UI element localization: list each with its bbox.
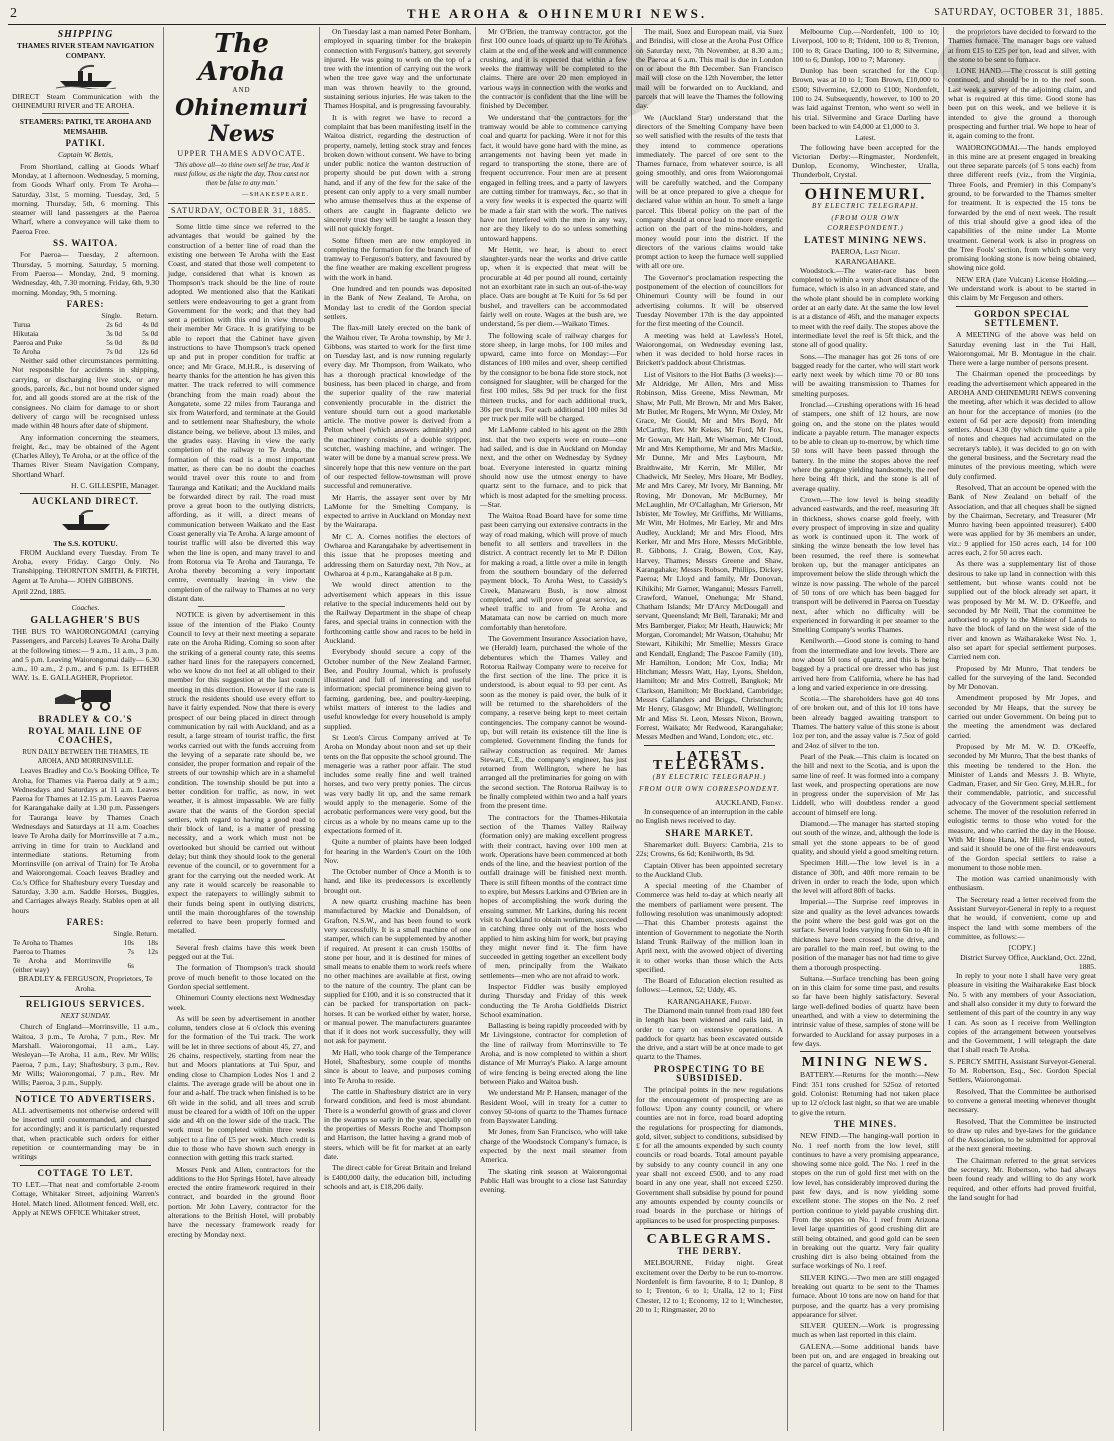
royal-mail-heading: ROYAL MAIL LINE OF COACHES, <box>28 726 143 746</box>
editorial-dateline: SATURDAY, OCTOBER 31, 1885. <box>168 203 315 218</box>
gallagher-heading: GALLAGHER'S BUS <box>30 614 141 626</box>
news-paragraph: Mr Harris, the assayer sent over by Mr LaMonte for the Smelting Company, is expected to arrive in Auckland on Monday next by the Wairarapa. <box>324 492 471 530</box>
share-market-text: Sharemarket dull. Buyers: Cambria, 21s to 22s; Crowns, 6s 6d; Kenilworth, 8s 9d. <box>636 839 783 859</box>
auckland-direct-heading: AUCKLAND DIRECT. <box>32 496 139 507</box>
thompson-note: The formation of Thompson's track should prove of much benefit to those located on the Gordon special settlement. <box>168 963 315 991</box>
resolution: Resolved, That the Committee be instructed to draw up rules and bye-laws for the guidance of the Association, to be submitted for approval at the next general meeting. <box>948 1116 1096 1154</box>
letter-addressee: To M. Robertson, Esq., Sec. Gordon Special Settlers, Waiorongomai. <box>948 1066 1096 1085</box>
own-correspondent: (FROM OUR OWN CORRESPONDENT.) <box>827 214 904 232</box>
mine-report: GALENA.—Some additional hands have been put on, and are engaged in breaking out the parcel of quartz, which <box>792 1341 939 1370</box>
news-paragraph: Mr Hettit, we hear, is about to erect slaughter-yards near the works and drive cattle up, when it is expected that meat will be procurable at 4d per pound all round, certainly not an exorbitant rate in such an out-of-the-way place. Oats are bought at Te Kuiti for 5s 6d per bushel, and travellers can be accommodated fairly well on route. Wages at the bush are, we understand, 5s per diem.—Waikato Times. <box>480 244 627 329</box>
mining-news-heading: MINING NEWS. <box>801 1055 930 1071</box>
penk-note: Messrs Penk and Allen, contractors for the additions to the Hot Springs Hotel, have already erected the entire framework required in their contract, and boarded in the ground floor portion. Mr John Lavery, contractor for the alterations to the British Hotel, will probably have the necessary framework ready for erecting by Monday next. <box>168 1164 315 1239</box>
news-paragraph: Mr Hall, who took charge of the Temperance Hotel, Shaftesbury, some couple of months since is about to leave, and purposes coming into Te Aroha to reside. <box>324 1047 471 1085</box>
columns <box>8 27 1106 1431</box>
cup-odds: Melbourne Cup.—Nordenfelt, 100 to 10; Liverpool, 100 to 8; Trident, 100 to 8; Trenton, 100 to 8; Grace Darling, 100 to 8; Silvermine, 100 to 6; Dunlop, 100 to 7; Maroney. <box>792 27 939 64</box>
shipping-info: Any information concerning the steamers, freight, &c., may be obtained of the Agent (Charles Alley), Te Aroha, or at the office of the Thames River Steam Navigation Company, Shortland Wharf. <box>12 432 159 479</box>
share-market-heading: SHARE MARKET. <box>665 827 754 838</box>
news-paragraph: Some fifteen men are now employed in completing the formation for the branch line of tramway to Ferguson's battery, and favoured by the fine weather are making excellent progress with the work in hand. <box>324 235 471 282</box>
column-7 <box>944 27 1100 1431</box>
news-paragraph: A new quartz crushing machine has been manufactured by Mackie and Donaldson, of Grafton, N.S.W., and has been found to work very successfully. It is a small machine of one stamper, which can be supplemented by another if required. At present it can crush 150lbs of stone per hour, and it is destined for mines of small means to enable them to work reefs where no other machines are available at first, owing to the nature of the country. The plant can be supplied for £100, and it is so constructed that it can be packed for transportation on pack-horses. It can be worked either by water, horse, or manual power. The manufacturers guarantee that if it does not work successfully, they will not ask for payment. <box>324 897 471 1046</box>
bradley-heading: BRADLEY & CO.'S <box>38 713 133 724</box>
latest-mining-heading: LATEST MINING NEWS. <box>804 234 927 245</box>
county-note: Ohinemuri County elections next Wednesday week. <box>168 993 315 1012</box>
nameplate-aroha: The Aroha <box>198 29 285 87</box>
route-text: DIRECT Steam Communication with the OHINEMURI RIVER and TE AROHA. <box>12 91 159 111</box>
mine-report: Imperial.—The Surprise reef improves in size and quality as the level advances towards the point where the best gold was got on the surface. Several lodes varying from 6in to 4ft in thickness have been crossed in the drive, and are parallel to the main reef, but owing to the position of the manager has not had time to give them a thorough prospecting. <box>792 897 939 972</box>
news-paragraph: We would direct attention to the advertisement which appears in this issue relative to the special inducements held out by the Railway Department in the shape of cheap fares, and special trains in connection with the forthcoming cattle show and races to be held in Auckland. <box>324 580 471 645</box>
nameplate-subtitle: UPPER THAMES ADVOCATE. <box>177 149 306 159</box>
table-row: Paeroa and Puke 5s 0d 8s 0d <box>13 338 158 348</box>
cottage-heading: COTTAGE TO LET. <box>37 1167 134 1178</box>
gordon-paragraph: Amendment proposed by Mr Jopes, and seconded by Mr Heaps, that the survey be carried out under Government. On being put to the meeting the amendment was declared carried. <box>948 693 1096 740</box>
mine-report: Kenilworth.—Good stone is coming to hand from the intermediate and low levels. There are now about 50 tons of quartz, and this is being bagged by a practical ore dresser who has just arrived here from California, where he has had a long and varied experience in ore dressing. <box>792 636 939 692</box>
mine-report: Scotia.—The shareholders have got 40 tons of ore broken out, and of this lot 10 tons have been already bagged awaiting transport to Thames. The battery value of this stone is about 1oz per ton, and the assay value is 7.5oz of gold and 24oz of silver to the ton. <box>792 694 939 750</box>
news-paragraph: The cattle in Shaftesbury district are in very forward condition, and feed is most abundant. There is a wonderful growth of grass and clover in the swamps so early in the year, specially on the properties of Messrs Roche and Thompson and Harrison, the latter having a grand mob of steers, which will be fit for market at an early date. <box>324 1086 471 1162</box>
nameplate <box>168 30 315 199</box>
waitoa-heading: SS. WAITOA. <box>53 238 118 249</box>
mine-report: Specimen Hill.—The low level is in a distance of 30ft, and 40ft more remain to be driven in order to reach the lode, upon which the level will afford 80ft of backs. <box>792 858 939 896</box>
coach-illustration <box>12 686 159 712</box>
kotuku-title: The S.S. KOTUKU. <box>53 538 118 548</box>
mine-report: Pearl of the Peak.—This claim is located on the hill and next to the Scotia, and is upon the same line of reef. It was formed into a company last week, and prospecting operations are now in progress under the supervision of Mr Jas Liddell, who will doubtless render a good account of himself ere long. <box>792 751 939 817</box>
table-row: Single. Return. <box>113 929 158 939</box>
notice-advertisers-heading: NOTICE TO ADVERTISERS. <box>15 1093 156 1104</box>
news-paragraph: The flax-mill lately erected on the bank of the Waihou river, Te Aroha township, by Mr J. Gibbons, was started to work for the first time on Tuesday last, and is now running regularly every day. Mr Thompson, from Waikato, who has a thorough practical knowledge of the business, has been placed in charge, and from the superior quality of the raw material conveniently procurable in the district the venture should turn out a good marketable article. The motive power is derived from a Pelton wheel (which answers admirably) and the machinery consists of a double stripper, scutcher, washing machine, and wringer. The water will be done by a manual screw press. We sincerely hope that this new venture on the part of our respected fellow-townsman will prove successful and remunerative. <box>324 323 471 491</box>
derby-heading: THE DERBY. <box>677 1246 742 1257</box>
gordon-paragraph: Proposed by Mr M. W. D. O'Keeffe, seconded by Mr Munro, That the best thanks of this meeting be tendered to the Hon. the Minister of Lands and Messrs J. B. Whyte, Cadman, Fraser, and Sir Geo. Grey, M.H.R., for their commendable, patriotic, and successful advocacy of the Government special settlement scheme. The mover of the resolution referred in eulogistic terms to those who voted for the measure, and who carried the day in the House. With Mr Hone Hana, Mr Hill—he was outed, and said it should be one of the first endeavours of the Gordon special settlers to raise a monument to those noble men. <box>948 741 1096 872</box>
news-paragraph: Inspector Fiddler was busily employed during Thursday and Friday of this week conducting the Te Aroha Goldfields District School examination. <box>480 981 627 1019</box>
news-paragraph: St Leon's Circus Company arrived at Te Aroha on Monday about noon and set up their tents on the flat opposite the school ground. The menagerie was a rather poor affair. The stud includes some really fine and well trained horses, and two very pretty ponies. The circus was very badly lit up, and the same remark would apply to the menagerie. Some of the acrobatic performances were very good, but the circus as a whole by no means came up to the expectations formed of it. <box>324 732 471 835</box>
news-paragraph: Mr O'Brien, the tramway contractor, got the first 100 ounce loads of quartz up to Te Aroha's claim at the end of the week and will commence crushing, and it is expected that within a few weeks the tramway will be completed to the claims. There are over 20 men employed in various ways in connection with the works and the contractor is confident that the line will be finished by December. <box>480 27 627 111</box>
mine-report: Diamond.—The manager has started stoping out south of the winze, and, although the lode is small yet the stone appears to be of good quality, and should yield a good smelting return. <box>792 819 939 856</box>
column-1 <box>8 27 164 1431</box>
mine-report: NEW FIND.—The hanging-wall portion in No. 1 reef north from the low level, still continues to have a very promising appearance, showing some nice gold. The No. 1 reef in the stopes on the run of gold first met with on the low level, has considerably improved during the past few days, and is now yielding some excellent stone. The stopes on the No. 2 reef portion continue to yield payable crushing dirt. From the stopes on No. 1 reef from Arizona level large quantities of good crushing dirt are still being obtained, and good gold can be seen in breaking out the quartz. Very fair quality crushing dirt is also being obtained from the surface workings of No. 1 reef. <box>792 1131 939 1271</box>
latest-label: Latest. <box>855 133 876 143</box>
patiki-captain: Captain W. Bettis, <box>58 150 113 160</box>
mine-report: Crown.—The low level is being steadily advanced eastwards, and the reef, measuring 3ft in thickness, shows coarse gold freely, with every prospect of improving in size and quality as work is continued upon it. The work of sinking the winze beneath the low level has been resumed, the reef there is somewhat broken up, but the manager anticipates an improvement below the slide through which the winze is now passing. The whole of the parcel of 50 tons of ore which has been bagged for transport will be delivered in Paeroa on Tuesday next, after which no difficulty will be experienced in forwarding it per steamer to the Smelting Company's works Thames. <box>792 494 939 635</box>
news-paragraph: The contractors for the Thames-Hikutaia section of the Thames Valley Railway (formation only) are making excellent progress with their contract, having over 100 men at work. Operations have been commenced at both ends of the line, and the heaviest portion of the outfall drainage will be finished next month. There is still fifteen months of the contract time to expire, but Messrs Larkins and O'Brien are in hopes of accomplishing the work during the ensuing summer. Mr Larkins, during his recent visit to Auckland to obtain workmen, succeeded in catching three only out of the hosts who applied to him asking him for work, but praying they might never find it. The firm have succeeded in getting together an excellent body of men, principally from the Waikato settlements—men who are not afraid to work. <box>480 812 627 980</box>
mine-report: LONE HAND.—The crosscut is still getting continued, and should be in to the reef soon. Last week a survey of the adjoining claim, and what is required at this time. Good stone has been put on this week, and we believe it is intended to give the ground a thorough prospecting and further trial. We hope to hear of it, again coming to the front. <box>948 66 1096 141</box>
gordon-paragraph: The motion was carried unanimously with enthusiasm. <box>948 874 1096 893</box>
bradley-signature: BRADLEY & FERGUSON, Proprietors, Te Aroha. <box>18 974 153 993</box>
cablegrams-heading: CABLEGRAMS. <box>646 1231 773 1247</box>
news-paragraph: The October number of Once a Month is to hand, and like its predecessors is excellently brought out. <box>324 867 471 895</box>
by-electric-telegraph: BY ELECTRIC TELEGRAPH. <box>812 202 919 211</box>
gordon-paragraph: Proposed by Mr Munro, That tenders be called for the surveying of the land. Seconded by Mr Donovan. <box>948 663 1096 692</box>
news-paragraph: Quite a number of plaints have been lodged for hearing in the Warden's Court on the 10th Nov. <box>324 837 471 865</box>
governor-note: The Governor's proclamation respecting the postponement of the election of councillors for Ohinemuri County will be found in our advertising columns. It will be observed Tuesday November 17th is the day appointed for the first meeting of the Council. <box>636 272 783 329</box>
chairman-remarks: The Chairman referred to the great services the secretary, Mr. Robertson, who had always been found ready and willing to do any work required, and other efforts had proved fruitful, the land sought for had <box>948 1155 1096 1202</box>
news-paragraph: It is with regret we have to record a complaint that has been manifesting itself in the Waitoa district, regarding the destruction of property, namely, letting stock stray and fences broken down without consent. We have to bring under public notice the wanton destruction of property should be put down with a strong hand, and if any of the few for the sake of the present can only apply to a very small number who amuse themselves thus at the expense of others are caught in flagrante delicto we sincerely trust they will be taught a lesson they will not quickly forget. <box>324 112 471 234</box>
gordon-paragraph: The Chairman opened the proceedings by reading the advertisement which appeared in the AROHA AND OHINEMURI NEWS convening the meeting, after which it was decided to allow an hour for the acceptance of monies (to the extent of 6d per acre deposit) from intending settlers. About 4.30 (by which time quite a pile of notes and cheques had accumulated on the secretary's table), it was decided to go on with the general business, and the Secretary read the minutes of the previous meeting, which were duly confirmed. <box>948 369 1096 481</box>
coaches-heading: Coaches. <box>71 603 100 613</box>
telegram: Captain Oliver has been appointed secretary to the Auckland Club. <box>636 860 783 879</box>
karangahake-sub: KARANGAHAKE. <box>835 256 896 266</box>
mail-notice: The mail, Suez and European mail, via Suez and Brindisi, will close at the Aroha Post Office on Saturday next, 7th November, at 8.30 a.m.; the Paeroa at 6 a.m. This mail is due in London on or about the 8th December. San Francisco mail will close on the 12th November, the letter mail will be forwarded on to Auckland, and parcels that will leave the Thames the following day. <box>636 27 783 111</box>
gordon-paragraph: A MEETING of the above was held on Saturday evening last in the Tui Hall, Waiorongomai, Mr B. Montague in the chair. There were a large number of persons present. <box>948 330 1096 368</box>
telegram: The Diamond main tunnel from road 180 feet in length has been widened and rails laid, in order to carry on extensive operations. A paddock for quartz has been excavated outside the drive, and a start will be at once made to get quartz to the Thames. <box>636 1005 783 1062</box>
patiki-schedule: From Shortland, calling at Goods Wharf Monday, at 1 afternoon. Wednesday, 5 morning, from Goods Wharf only. From Te Aroha— Saturday, 31st, 5 morning. Tuesday, 3rd, 5 morning. Thursday, 5th, 6 morning. This steamer will land passengers at the Paeroa Wharf, where a conveyance will take them to Paeroa Free. <box>12 161 159 236</box>
news-paragraph: We understand Mr P. Hansen, manager of the Resident Wool, will in treaty for a cutter to convey 50-tons of quartz to the Thames furnace from Bayswater Landing. <box>480 1088 627 1126</box>
column-3 <box>320 27 476 1431</box>
latest-telegrams-heading: LATEST TELEGRAMS. <box>653 748 766 773</box>
mine-report: WAIORONGOMAI.—The hands employed in this mine are at present engaged in breaking out three separate parcels (of 5 tons each) from three different reefs (viz., from the Virginia, Three Fools, and Premier) in this Company's ground, to be forwarded to the Thames smelter for treatment. It is expected the 15 tons be forwarded by the end of next week. The result of this trial should give a good idea of the capabilities of the mine under La Monte treatment. General work is also in progress on the Tree Fools' section, from which some very promising looking stone is now being obtained, showing nice gold. <box>948 142 1096 273</box>
royal-mail-sub: RUN DAILY BETWEEN THE THAMES, TE AROHA, AND MORRINSVILLE. <box>22 748 149 765</box>
auckland-friday: AUCKLAND, Friday. <box>715 797 783 807</box>
meeting-note: A meeting was held at Lawless's Hotel, Waiorongomai, on Wednesday evening last, when it was decided to hold horse races in Brickett's paddock about Christmas. <box>636 330 783 368</box>
nameplate-and: AND <box>232 86 251 94</box>
cup-note: Dunlop has been scratched for the Cup. Brown, was at 10 to 1; Tom Brown, £10,000 to £500; Silvermine, £2,000 to £100; Nordenfelt, 100 to 24. Subsequently, however, to 100 to 20 was laid against Trenton, who went so well in his trial. Silvermine and Grace Darling have been backed to win £4,000 at £1,000 to 3. <box>792 66 939 131</box>
table-row: Turua 2s 6d 4s 0d <box>13 320 158 330</box>
steamer-illustration <box>12 63 159 89</box>
religious-heading: RELIGIOUS SERVICES. <box>25 998 146 1009</box>
karangahake-friday: KARANGAHAKE, Friday. <box>667 996 752 1006</box>
steamer-icon <box>59 510 113 532</box>
table-row: Te Aroha 7s 0d 12s 6d <box>13 347 158 357</box>
derby-text: MELBOURNE, Friday night. Great excitement over the Derby to be run to-morrow. Nordenfelt is firm favourite, 8 to 1; Dunlop, 8 to 1; Trenton, 6 to 1; Uralla, 12 to 1; First Chester, 12 to 1; Economy, 12 to 1; Winchester, 20 to 1; Ringmaster, 20 to <box>636 1258 783 1314</box>
fares2-table <box>12 929 159 974</box>
ink-smudge <box>938 34 1028 94</box>
manager-signature: H. C. GILLESPIE, Manager. <box>71 480 159 490</box>
news-paragraph: The skating rink season at Waiorongomai Public Hall was brought to a close last Saturday evening. <box>480 1166 627 1195</box>
steamer-icon <box>56 63 116 89</box>
ohinemuri-heading: OHINEMURI. <box>804 185 927 203</box>
nameplate-ohinemuri: Ohinemuri News <box>175 95 308 148</box>
steamers-list: STEAMERS: PATIKI, TE AROHA AND MEMSAHIB. <box>19 117 152 136</box>
news-paragraph: The direct cable for Great Britain and Ireland is £400,000 daily, the education bill, including schools and art, is £18,206 daily. <box>324 1163 471 1191</box>
table-row: Single. Return. <box>101 311 158 321</box>
telegram: In consequence of an interruption in the cable no English news received to day. <box>636 807 783 826</box>
mine-report: Ironclad.—Crushing operations with 16 head of stampers, one shift of 12 hours, are now going on, and the stone on the plates would indicate a payable return. The manager expects to be able to clean up to-morrow, by which time 50 tons will have been passed through the battery. In the mine the stopes above the reef where the gangue yielding handsomely, the reef here being 4ft thick, and the stone is all of average quality. <box>792 399 939 493</box>
by-telegraph: (BY ELECTRIC TELEGRAPH.) <box>652 773 767 782</box>
news-paragraph: Mr C. A. Cornes notifies the electors of Owharoa and Karangahake by advertisement in this issue that he proposes meeting and addressing them on Saturday next, 7th Nov., at Owharoa at 4 p.m., Karangahake at 8 p.m. <box>324 531 471 578</box>
news-paragraph: Mr LaMonte cabled to his agent on the 28th inst. that the two experts were en route—one had sailed, and is due in Auckland on Monday next, and the other on Wednesday by Sydney boat. Everyone interested in quartz mining should now use the utmost energy to have quartz sent to the furnace, and to pick that which is most adapted for the smelting process.—Star. <box>480 425 627 509</box>
from-correspondent: FROM OUR OWN CORRESPONDENT. <box>639 785 780 794</box>
issue-date: SATURDAY, OCTOBER 31, 1885. <box>934 7 1104 18</box>
telegram: The Board of Education election resulted as follows:—Lennox, 52; Uddy, 45. <box>636 976 783 995</box>
column-4 <box>476 27 632 1431</box>
galena-continued: the proprietors have decided to forward to the Thames furnace. The manager bags ore valued at from £15 to £25 per ton, lead and silver, with the stone to be sent to furnace. <box>948 27 1096 64</box>
waitoa-schedule: For Paeroa— Tuesday, 2 afternoon. Thursday, 5 morning. Saturday, 5 morning. From Paeroa— Monday, 2nd, 9 morning. Wednesday, 4th, 7.30 morning. Friday, 6th, 9.30 morning. Monday, 9th, 5 morning. <box>12 250 159 297</box>
next-sunday: NEXT SUNDAY. <box>60 1011 111 1021</box>
prospecting-text: The principal points in the new regulations for the encouragement of prospecting are as follows: Upon any county council, or where counties are not in force, road board adopting the regulations for prospecting for diamonds, gold, silver, subject to conditions, subsidised by £ for all the amounts expended by such county councils or road boards. Total amount payable by subsidy to any county council in any one year shall not exceed £500, and to any road board in any one year, shall not exceed £250. Government shall subsidise by pound for pound any amounts expended by county councils or road boards in the purchase or hirings of appliances to be used for prospecting purposes. <box>636 1085 783 1225</box>
tui-track-note: As will be seen by advertisement in another column, tenders close at 6 o'clock this evening for the formation of the Tui track. The work will be let in three sections of about 45, 27, and 26 chains, respectively, starting from near the hut and Moors plantations at Tui Spur, and ending close to Champion Lodes Nos 1 and 2 claims. The average grade will be about one in four and a-half. The track when finished is to be 6ft wide in the solid, and all trees and scrub must be cleared for a width of 10ft on the upper side and 4ft on the lower side of the track. The work must be completed within three weeks subject to a fine of £5 per week. Much credit is due to those who have shown such energy in connection with getting this track started. <box>168 1013 315 1163</box>
nameplate-motto: 'This above all—to thine own self be true, And it must follow, as the night the day, Thou canst not then be false to any man.' <box>173 160 310 187</box>
mine-report: Sons.—The manager has got 26 tons of ore bagged ready for the carter, who will start work early next week by which time 70 or 80 tons will be awaiting transmission to Thames for smelting purposes. <box>792 351 939 398</box>
kotuku-date: April 22nd, 1885. <box>12 587 66 597</box>
gordon-paragraph: As there was a supplementary list of those desirous to take up land in connection with this settlement, but whose wants could not be supplied out of the block already set apart, it was proposed by Mr M. W. D. O'Keeffe, and seconded by Mr Neill, That the committee be authorised to apply to the Minister of Lands to have the block of land on the west side of the river and known as Waiharakeke West No. 1, also set apart for special settlement purposes. Carried nem con. <box>948 559 1096 662</box>
the-mines-heading: THE MINES. <box>833 1118 897 1129</box>
news-paragraph: One hundred and ten pounds was deposited in the Bank of New Zealand, Te Aroha, on Monday last to credit of the Gordon special settlers. <box>324 284 471 321</box>
table-row: Paeroa to Thames 7s 12s <box>13 947 158 957</box>
mine-report: Sultana.—Surface trenching has been going on in this claim for some time past, and results so far have been highly satisfactory. Several large well-defined bodies of quartz have been unearthed, and with a view to determining the intrinsic value of these, samples of stone will be forwarded to Auckland for assay purposes in a few days. <box>792 973 939 1048</box>
page-number: 2 <box>10 6 17 21</box>
cottage-text: TO LET.—That neat and comfortable 2-room Cottage, Whitaker Street, adjoining Warren's Hotel. Match lined. Allotment fenced. Well, etc. Apply at NEWS OFFICE Whitaker street, <box>12 1179 159 1217</box>
shipping-heading: SHIPPING <box>57 29 114 40</box>
news-paragraph: The Waitoa Road Board have for some time past been carrying out extensive contracts in the way of road making, which will prove of much benefit to all settlers and travellers in the district. A contract recently let to Mr P. Dillon for making a road, a little over a mile in length from the southern boundary of the deferred payment block, To Aroha West, to Cassidy's Creek, Manawaru Bush, is now almost completed, and will prove of great service, as wheel traffic to and from Te Aroha and Matamata can now be carried on much more comfortably than heretofore. <box>480 511 627 632</box>
fares2-heading: FARES: <box>66 916 105 927</box>
mine-report: Woodstock.—The water-race has been completed to within a very short distance of the furnace, which is also in an advanced state, and the whole plant should be in complete working order at an early date. At the same the low level is at a distance of 46ft, and the manager expects to meet with the reef daily. The stopes above the intermediate level the reef is 5ft thick, and the stone all of good quality. <box>792 265 939 350</box>
gordon-paragraph: Resolved, That an account be opened with the Bank of New Zealand on behalf of the Association, and that all cheques shall be signed by the Chairman, Secretary, and Treasurer (Mr Munro having been appointed treasurer). £400 were was applied for by 36 members an under, viz.: 9 applied for 150 acres each, 14 for 100 acres each, 2 for 50 acres each. <box>948 482 1096 558</box>
news-paragraph: Ballasting is being rapidly proceeded with by Mr Livingstone, contractor for completion of the line of railway from Morrinsville to Te Aroha, and is now completed to within a short distance of Mr Murray's Piako. A large amount of wire fencing is being erected along the line between Piako and Waitoa bush. <box>480 1021 627 1086</box>
gallagher-text: THE BUS TO WAIORONGOMAI (carrying Passengers, and Parcels) Leaves Te Aroha Daily at the following times:— 9 a.m., 11 a.m., 3 p.m. and 5 p.m. Leaving Waiorongomai daily— 6.30 a.m., 10 a.m., 2 p.m., and 6 p.m. 1s EITHER WAY. 1s. E. GALLAGHER, Proprietor. <box>12 626 159 683</box>
news-paragraph: On Tuesday last a man named Peter Bonham, employed in squaring timber for the brakepin connection with Ferguson's battery, got severely injured. He was going to work on the top of a tree with the intention of carrying out the work when the tree gave way and the unfortunate man was thrown heavily to the ground, sustaining serious injuries. He was taken to the Thames Hospital, and is progressing favourably. <box>324 27 471 111</box>
gordon-heading: GORDON SPECIAL SETTLEMENT. <box>974 308 1070 328</box>
table-row: Hikutaia 3s 0d 5s 0d <box>13 329 158 339</box>
notice-piako: NOTICE is given by advertisement in this issue of the intention of the Piako County Council to levy at their next meeting a separate rate on the Aroha Riding. Coming so soon after the striking of a general county rate, this seems rather hard lines for the ratepayers concerned, who we know do not feel at all obliged to their member for this suggestion at the last council meeting in this direction. However if the rate is struck the residents should use every effort to have it fairly expended. Now that there is every prospect of our being placed in direct through communication by rail with Auckland, and as a result, a large stream of tourist traffic, the first works carried out with the funds accruing from the levying of a separate rate should be, we consider, the proper formation and repair of the streets of our township which are in a shameful condition. The township should be put into a better condition for traffic, as now, in wet weather, it is almost impassable. We are fully aware that the wants of the Gordon special settlers, with regard to having a good road to their block of land, is a matter of pressing necessity, and a work which must not be overlooked but should be carried out without delay; but think they should look to the general revenue of the council, or to government for a grant for the carrying out the needed work. At any rate it would scarcely be reasonable to expect the ratepayers to willingly submit to their funds being spent in outlying districts, until the main thoroughfares of the township referred to have been properly formed and metalled. <box>168 610 315 936</box>
editorial-leader: Some little time since we referred to the advantages that would be gained by the construction of a better line of road than the existing one between Te Aroha with the East Coast, and stated that those well competent to judge, considered that what is known as Thompson's track should be the line of route adopted. We mentioned also that the Katikati settlers were endeavouring to get a grant from Government for the work; and that they had sent a petition with this end in view through their member Mr Grace. It is gratifying to be able to report that the Cabinet have given instructions to have Thompson's track opened up and put in proper condition for traffic at once; and Mr Grace, M.H.R., is deserving of hearty thanks for the attention he has given this matter. The track referred to will commence (branching from the main road) about the Aongatete, some 22 miles from Tauranga and six from Waterford, and terminate at the Gould and to settlement near Shaftesbury, the whole distance being, we believe, about 13 miles, and the grades easy. Having in view the early completion of the railway to Te Aroha, the formation of this road is a most important matter, as there can be no doubt the coaches would travel over this route to and from Tauranga and Katikati; and the Auckland mails be forwarded direct by rail. The road must prove a great boon to the outlying districts, affording, as it will, a direct means of communication between Waikato and the East Coast generally via Te Aroha. A large amount of tourist traffic will also be diverted this way when the line is open, and many travel to and from Rotorua via Te Aroha and Tauranga, Te Aroha thereby becoming a very important centre, eventually leaving in view the completion of the railway to Thames at no very distant date. <box>168 222 315 604</box>
fresh-claims: Several fresh claims have this week been pegged out at the Tui. <box>168 942 315 962</box>
fares-heading: FARES: <box>66 298 105 309</box>
newspaper-page <box>8 4 1106 1431</box>
ink-smudge <box>513 34 663 124</box>
letter-body: In reply to your note I shall have very great pleasure in visiting the Waiharakeke East block No. 5 with any members of your Association, and shall also consider it my duty to forward the settlement of this part of the country in any way I can. As soon as I receive from Wellington copies of the arrangement between yourselves and the Government, I will telegraph the date that I shall reach Te Aroha. <box>948 971 1096 1055</box>
table-row: Te Aroha to Thames 10s 18s <box>13 938 158 948</box>
letter-signature: S. PERCY SMITH, Assistant Surveyor-General. <box>948 1056 1096 1066</box>
kotuku-text: FROM Auckland every Tuesday. From Te Aroha, every Friday. Cargo Only. No Transhipping. THORNTON SMITH, & FIRTH, Agent at Te Aroha— JOHN GIBBONS. <box>12 547 159 585</box>
gordon-paragraph: The Secretary read a letter received from the Assistant Surveyor-General in reply to a request that he would, if convenient, come up and inspect the land with some members of the committee, as follows:— <box>948 894 1096 941</box>
masthead <box>8 4 1106 25</box>
shipping-conditions: Neither said other circumstances permitting. Not responsible for accidents in shipping, carrying, or discharging live stock, or any goods, parcels, &c., but not bound under signed for, and all goods stored are at the risk of the consignees. No claim for damage to or short delivery of cargo will be recognised unless made within 48 hours after date of shipment. <box>12 356 159 431</box>
notice-advertisers-text: ALL advertisements not otherwise ordered will be inserted until countermanded, and charged for accordingly; and it is particularly requested that, when practicable such orders for either repetition or countermanding may be in writings <box>12 1105 159 1162</box>
mine-report: NEW ERA (late Vulcan) License Holding.—We understand work is about to be started in this claim by Mr Ferguson and others. <box>948 274 1096 303</box>
news-paragraph: We understand that the contractors for the tramway would be able to commence carrying coal and quartz for packing. Were it not for this fact, it would have gone hard with the mine, as arrangements not having been yet made in regard to transporting the stone, there are of frequent occurrence. Four men are at present engaged in felling trees, and a party of lawyers are cutting timber for tramways, &c., so that in a very few weeks it is expected the quartz will be made a fair start with the work. The natives have not interfered with the men in any way, nor are they likely to do so unless something untoward happens. <box>480 112 627 243</box>
mine-report: SILVER QUEEN.—Work is progressing much as when last reported in this claim. <box>792 1321 939 1340</box>
fares-table <box>12 311 159 356</box>
paeroa-last-night: PAEROA, Last Night. <box>831 247 900 257</box>
motto-attribution: —SHAKESPEARE. <box>242 190 309 198</box>
news-paragraph: Everybody should secure a copy of the October number of the New Zealand Farmer, Bee, and Poultry Journal, which is profusely illustrated and full of interesting and useful information; special prominence being given to farming, gardening, bee, and poultry-keeping, whilst matters of interest to the ladies and useful knowledge for every household is amply supplied. <box>324 647 471 731</box>
column-2 <box>164 27 320 1431</box>
column-5 <box>632 27 788 1431</box>
news-paragraph: The Government Insurance Association have, we (Herald) learn, purchased the whole of the debentures which the Thames Valley and Rotorua Railway Company were to receive for the first section of the line. The price it is understood, is about equal to 93 per cent. As soon as the money is paid over, the bulk of it will be returned to the shareholders of the company, a reserve being kept to meet certain contingencies. The company cannot be wound-up, but will retain its existence till the line is completed. Government finding the funds for railway construction as required. Mr James Stewart, C.E., the company's engineer, has just returned from Wellington, where he has arranged all the preliminaries for going on with the second section. The Rotorua Railway is to be finally completed within two and a half years from the present time. <box>480 634 627 811</box>
telegram: A special meeting of the Chamber of Commerce was held to-day at which nearly all the members of parliament were present. The following resolution was unanimously adopted:—That this Chamber protests against the intention of Government to negotiate the North Island Trunk Railway of the million loan in April next, with the avowed object of diverting it to other works than those which the Acts specified. <box>636 881 783 974</box>
newspaper-title: THE AROHA & OHINEMURI NEWS. <box>406 6 708 21</box>
column-6 <box>788 27 944 1431</box>
hot-baths-visitors: List of Visitors to the Hot Baths (3 weeks):—Mr Aldridge, Mr Allen, Mrs and Miss Robinson, Miss Greene, Miss Newman, Mr Shaw, Mr Pull, Mr Brown, Mr and Mrs Baker, Mr Butler, Mr Rogers, Mr Wynn, Mr Oxley, Mr Grace, Mr Gould, Mr and Mrs Boyd, Mr McCarthy, Rev. Mr Kekes, Mr Ford, Mr Fox, Mr Gowan, Mr Hall, Mr Wiseman, Mr Cloud, Mr and Mrs Kempthorne, Mr and Mrs Mackie, Mr Dunne, Mr and Mrs Laybourn, Mr Braithwaite, Mr Kerrin, Mr Miller, Mr Chadwick, Mr Seeley, Mrs Hoare, Mr Bodley, Mr and Mrs Carey, Mr Ivory, Mr Banning, Mr Roving, Mr Donovan, Mr McBurney, Mr McLaughlin, Mr O'Callaghan, Mr Grierson, Mr Isbister, Mr Towley, Mr Griffiths, Mr Williams, Mr Witt, Mr Holmes, Mr Earley, Mr and Mrs Audley, Auckland; Mr and Mrs Flood, Mrs Kerker, Mr and Mrs Hore, Messrs McGribble, R. Gibbons, J. Craig, Bowen, Cox, Kay, Harvey, Thames; Messrs Greene and Shaw, Karangahake; Messrs Robson, Phillips, Dickey, Paeroa; Mr Lloyd and family, Mr Donovan, Kihikihi; Mr Garner, Wanganui; Messrs Farrell, Crawford, Wanuel, Onehunga; Mr Shand, Chatham Islands; Mr D'Arcy McDougall and servant, Queensland; Mr Bell, Taranaki; Mr and Mrs Bamberger, Piako; Mr Heath, Hauwick; Mr Morgan, Coromandel; Mr Watson, Otahuhu; Mr Stewart, Kihikihi; Mr Smellie; Messrs Grace and Kendall, England; The Pascoe Family (10), Mr Hamilton, London; Mr Cox, India; Mr Hitchman; Messrs Watt, Hay, Lyons, Sheldon, Hamilton; Mr and Mrs Cottrell, Bangkok; Mr Clarkson, Hamilton; Mr Buckland, Cambridge; Messrs Callanders and Briggs, Christchurch; Mr Henry, Glasgow; Mr Blundell, Wellington; Mr and Miss St. Leon, Messrs Nixon, Brown, Forrest, Waikato; Mr Redwood, Karangahake; Messrs Medhen and Wand, London; etc., etc. <box>636 369 783 742</box>
patiki-heading: PATIKI. <box>65 138 106 149</box>
battery-report: BATTERY.—Returns for the month:—New Find: 351 tons crushed for 525oz of retorted gold. Colonist: Returning had not taken place up to 12 o'clock last night, so that we are unable to give the return. <box>792 1070 939 1117</box>
news-paragraph: The following scale of railway charges for store sheep, in large mobs, for 100 miles and upward, came into force on Monday:—For distances of 100 miles and over, sheep certified by the consignor to be bona fide store stock, not consigned for slaughter, will be charged for the first 100 miles, 58s 9d per truck for the first thirteen trucks, and for each additional truck, 30s per truck. For each additional 100 miles 3d per truck per mile will be charged. <box>480 330 627 424</box>
mine-report: SILVER KING.—Two men are still engaged breaking out quartz to be sent to the Thames furnace. About 10 tons are now on hand for that purpose, and the quartz has a very promising appearance for silver. <box>792 1272 939 1319</box>
resolution: Resolved, That the Committee be authorised to convene a general meeting whenever thought necessary. <box>948 1086 1096 1115</box>
royal-mail-text: Leaves Bradley and Co.'s Booking Office, Te Aroha, for Thames via Paeroa daily at 9 a.m.; Wednesdays and Saturdays at 11 a.m. Leaves Paeroa for Thames at 12.15 p.m. Leaves Paeroa for Karangahake daily at 1.30 p.m. Passengers for Tauranga leave by Thames Coach Wednesdays and Saturdays at 11 a.m. Coaches leave Te Aroha daily for Morrinsville at 7 a.m., arriving in time for train to Auckland and intermediate stations. Returning from Morrinsville (on arrival of Train) for Te Aroha and Waiorongomai. Coach leaves Bradley and Co.'s Office for Shaftesbury every Tuesday and Saturday, 3.30 a.m. Saddle Horses, Buggies, and Carriages always Ready. Stables open at all hours <box>12 766 159 915</box>
religious-text: Church of England—Morrinsville, 11 a.m., Waitoa, 3 p.m., Te Aroha, 7 p.m., Rev. Mr Marshall. Waiorongomai, 11 a.m., Lay. Wesleyan—Te Aroha, 11 a.m., Rev. Mr Wills; Paeroa, 7 p.m., Lay; Shaftesbury, 3 p.m., Rev. Mr Wills; Waiorongomai, 7 p.m., Rev. Mr Wills; Paeroa, 3 p.m., Supply. <box>12 1022 159 1088</box>
letter-header: District Survey Office, Auckland, Oct. 22nd, 1885. <box>960 952 1096 971</box>
derby-acceptances: The following have been accepted for the Victorian Derby:—Ringmaster, Nordenfelt, Dunlop, Economy, Winchester, Uralla, Thunderbolt, Crystal. <box>792 142 939 180</box>
coach-icon <box>51 686 121 712</box>
news-paragraph: Mr Jones, from San Francisco, who will take charge of the Woodstock Company's furnace, is expected by the next mail steamer from America. <box>480 1127 627 1165</box>
company-name: THAMES RIVER STEAM NAVIGATION COMPANY. <box>16 41 155 60</box>
smelting-note: We (Auckland Star) understand that the directors of the Smelting Company have been so well satisfied with the results of the tests that they intend to commence operations immediately. The parcel of ore sent to the Thames furnace, from whatever source, is all going smoothly, and ores from Waiorongomai will be carefully watched, and the Company will be at once prepared to give a cheque for declared value within an hour. To smelt a large parcel. This liberal policy on the part of the company should at once lead to more energetic action on the part of the mine-holders, and money would pour into the district. If the directors of the various claims would take prompt action to keep the furnace well supplied with all ore ore. <box>636 112 783 271</box>
kotuku-illustration <box>12 510 159 536</box>
prospecting-heading: PROSPECTING TO BE SUBSIDISED. <box>653 1063 766 1084</box>
table-row: Te Aroha and Morrinsville (either way) 6s <box>13 956 135 975</box>
copy-label: [COPY.] <box>1008 943 1036 953</box>
